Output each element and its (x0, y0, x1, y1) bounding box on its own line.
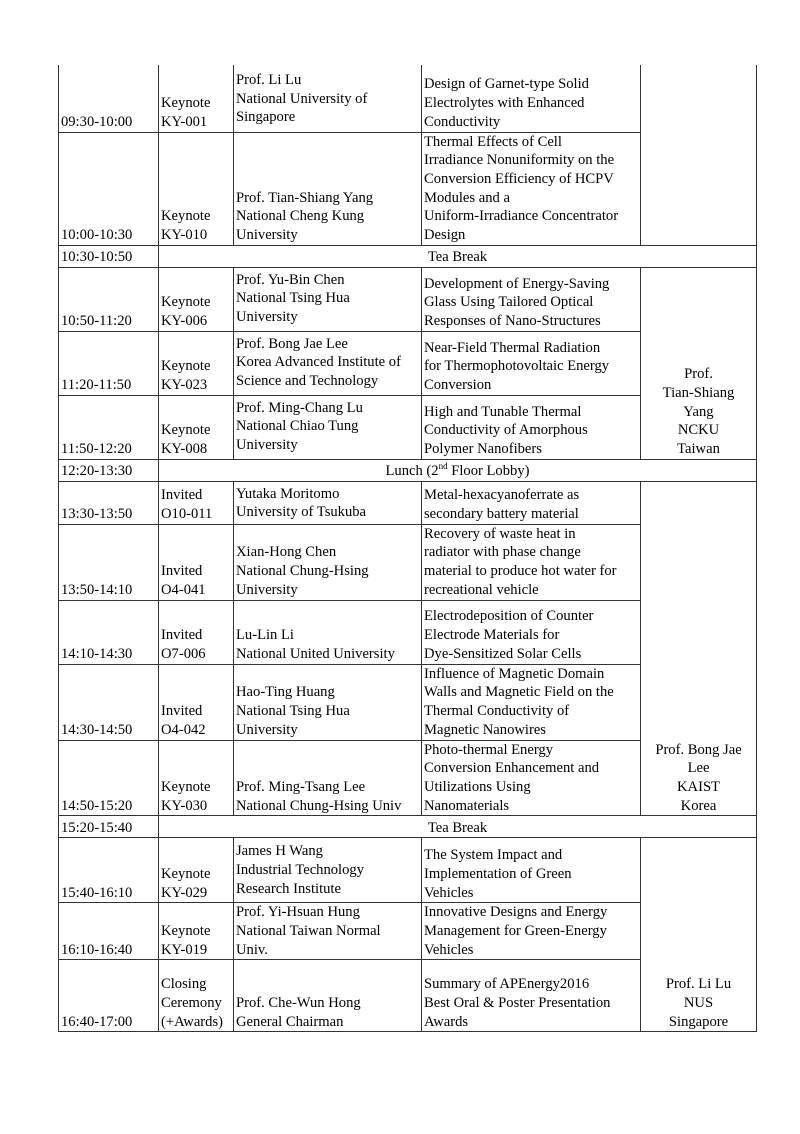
speaker-cell: Prof. Ming-Chang Lu National Chiao Tung University (234, 395, 422, 459)
type-cell: Invited O7-006 (159, 600, 234, 664)
time-cell: 13:50-14:10 (59, 524, 159, 600)
title-cell: High and Tunable Thermal Conductivity of Amorphous Polymer Nanofibers (422, 395, 641, 459)
type-cell: Closing Ceremony (+Awards) (159, 960, 234, 1032)
time-cell: 11:20-11:50 (59, 331, 159, 395)
speaker-cell: Prof. Che-Wun Hong General Chairman (234, 960, 422, 1032)
speaker-cell: Prof. Yi-Hsuan Hung National Taiwan Normal Univ. (234, 903, 422, 960)
time-cell: 10:30-10:50 (59, 245, 159, 267)
time-cell: 16:10-16:40 (59, 903, 159, 960)
title-cell: The System Impact and Implementation of Green Vehicles (422, 838, 641, 903)
speaker-cell: Yutaka Moritomo University of Tsukuba (234, 481, 422, 524)
speaker-cell: Prof. Tian-Shiang Yang National Cheng Kung University (234, 132, 422, 245)
speaker-cell: Xian-Hong Chen National Chung-Hsing University (234, 524, 422, 600)
type-cell: Invited O10-011 (159, 481, 234, 524)
table-row (59, 267, 757, 331)
time-cell: 13:30-13:50 (59, 481, 159, 524)
speaker-cell: Prof. Li Lu National University of Singapore (234, 65, 422, 132)
type-cell: Keynote KY-029 (159, 838, 234, 903)
session-chair-cell: Prof. Bong Jae Lee KAIST Korea (641, 481, 757, 816)
title-cell: Electrodeposition of Counter Electrode Materials for Dye-Sensitized Solar Cells (422, 600, 641, 664)
title-cell: Photo-thermal Energy Conversion Enhancement and Utilizations Using Nanomaterials (422, 740, 641, 816)
type-cell: Keynote KY-001 (159, 65, 234, 132)
speaker-cell: James H Wang Industrial Technology Research Institute (234, 838, 422, 903)
tea-break-cell: Tea Break (159, 816, 757, 838)
time-cell: 12:20-13:30 (59, 459, 159, 481)
type-cell: Keynote KY-023 (159, 331, 234, 395)
type-cell: Keynote KY-019 (159, 903, 234, 960)
table-row (59, 481, 757, 524)
time-cell: 14:30-14:50 (59, 664, 159, 740)
title-cell: Design of Garnet-type Solid Electrolytes with Enhanced Conductivity (422, 65, 641, 132)
session-chair-cell: Prof. Li Lu NUS Singapore (641, 838, 757, 1032)
type-cell: Keynote KY-030 (159, 740, 234, 816)
time-cell: 09:30-10:00 (59, 65, 159, 132)
title-cell: Recovery of waste heat in radiator with phase change material to produce hot water for recreational vehicle (422, 524, 641, 600)
time-cell: 15:20-15:40 (59, 816, 159, 838)
table-row (59, 838, 757, 903)
type-cell: Keynote KY-010 (159, 132, 234, 245)
schedule-table (58, 65, 757, 1032)
title-cell: Near-Field Thermal Radiation for Thermophotovoltaic Energy Conversion (422, 331, 641, 395)
speaker-cell: Prof. Ming-Tsang Lee National Chung-Hsing Univ (234, 740, 422, 816)
time-cell: 10:00-10:30 (59, 132, 159, 245)
schedule-page (58, 65, 757, 1032)
speaker-cell: Hao-Ting Huang National Tsing Hua University (234, 664, 422, 740)
title-cell: Development of Energy-Saving Glass Using Tailored Optical Responses of Nano-Structures (422, 267, 641, 331)
time-cell: 14:50-15:20 (59, 740, 159, 816)
title-cell: Summary of APEnergy2016 Best Oral & Poster Presentation Awards (422, 960, 641, 1032)
time-cell: 15:40-16:10 (59, 838, 159, 903)
type-cell: Invited O4-042 (159, 664, 234, 740)
time-cell: 14:10-14:30 (59, 600, 159, 664)
lunch-break-cell: Lunch (2nd Floor Lobby) (159, 459, 757, 481)
speaker-cell: Prof. Yu-Bin Chen National Tsing Hua University (234, 267, 422, 331)
break-row (59, 816, 757, 838)
title-cell: Metal-hexacyanoferrate as secondary battery material (422, 481, 641, 524)
title-cell: Innovative Designs and Energy Management for Green-Energy Vehicles (422, 903, 641, 960)
session-chair-cell: Prof. Tian-Shiang Yang NCKU Taiwan (641, 267, 757, 459)
break-row (59, 459, 757, 481)
time-cell: 11:50-12:20 (59, 395, 159, 459)
type-cell: Keynote KY-008 (159, 395, 234, 459)
type-cell: Invited O4-041 (159, 524, 234, 600)
type-cell: Keynote KY-006 (159, 267, 234, 331)
break-row (59, 245, 757, 267)
time-cell: 10:50-11:20 (59, 267, 159, 331)
speaker-cell: Prof. Bong Jae Lee Korea Advanced Institute of Science and Technology (234, 331, 422, 395)
title-cell: Thermal Effects of Cell Irradiance Nonuniformity on the Conversion Efficiency of HCPV Modules and a Uniform-Irradiance Concentrator Design (422, 132, 641, 245)
time-cell: 16:40-17:00 (59, 960, 159, 1032)
chair-cell-empty (641, 65, 757, 245)
title-cell: Influence of Magnetic Domain Walls and Magnetic Field on the Thermal Conductivity of Magnetic Nanowires (422, 664, 641, 740)
speaker-cell: Lu-Lin Li National United University (234, 600, 422, 664)
table-row (59, 65, 757, 132)
tea-break-cell: Tea Break (159, 245, 757, 267)
